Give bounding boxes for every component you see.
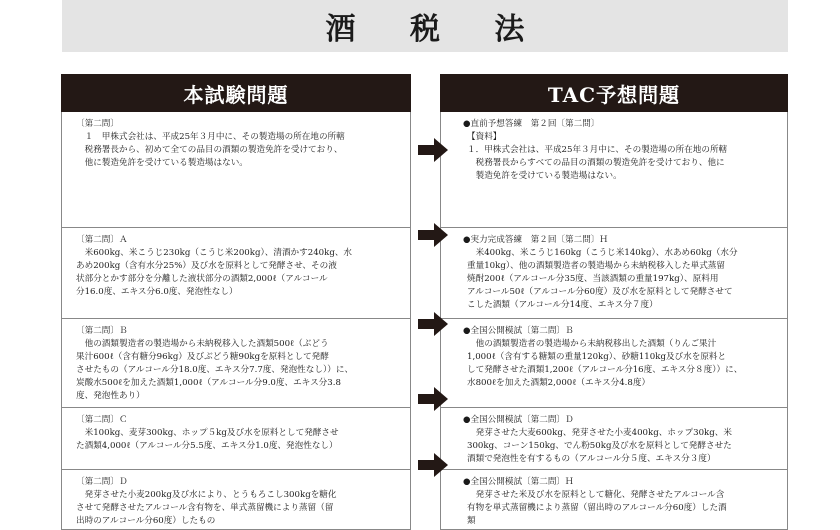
- exam-questions-column: [61, 74, 411, 530]
- question-label: 〔第二問〕Ｄ: [76, 477, 128, 487]
- question-text: 米600kg、米こうじ230kg（こうじ米200kg）、清酒かす240kg、水 あめ200kg（含有水分25%）及び水を原料として発酵させ、その液 状部分とかす部分を分離した液状部分の酒類2,000ℓ（アルコール 分16.0度、エキス分6.0度、発泡性なし）: [76, 248, 353, 297]
- exam-questions-header: 本試験問題: [61, 74, 411, 112]
- exam-question-box: [62, 112, 410, 227]
- page-title: 酒 税 法: [325, 12, 547, 47]
- exam-question-box: [62, 469, 410, 529]
- exam-question-list: [61, 112, 411, 530]
- arrow-right-icon: [418, 311, 448, 337]
- prediction-text: 他の酒類製造者の製造場から未納税移出した酒類（りんご果汁 1,000ℓ（含有する糖類の重量120kg）、砂糖110kg及び水を原料と して発酵させた酒類1,200ℓ（アルコール分16度、エキス分８度））に、 水800ℓを加えた酒類2,000ℓ（エキス分4.8度）: [467, 339, 743, 388]
- question-label: 〔第二問〕Ｂ: [76, 326, 128, 336]
- exam-question-box: [62, 227, 410, 318]
- prediction-label: ●全国公開模試〔第二問〕Ｄ: [463, 415, 574, 425]
- prediction-box: [441, 407, 787, 469]
- prediction-box: [441, 227, 787, 318]
- question-label: 〔第二問〕Ｃ: [76, 415, 128, 425]
- question-text: 他の酒類製造者の製造場から未納税移入した酒類500ℓ（ぶどう 果汁600ℓ（含有糖分96kg）及びぶどう糖90kgを原料として発酵 させたもの（アルコール分18.0度、エキス分7.7度、発泡性なし））に、 炭酸水500ℓを加えた酒類1,000ℓ（アルコール分9.0度、エキス分3.8 度、発泡性あり）: [76, 339, 354, 401]
- question-label: 〔第二問〕Ａ: [76, 235, 128, 245]
- prediction-label: ●全国公開模試〔第二問〕Ｈ: [463, 477, 574, 487]
- prediction-text: 米400kg、米こうじ160kg（こうじ米140kg）、水あめ60kg（水分 重量10kg）、他の酒類製造者の製造場から未納税移入した単式蒸留 焼酎200ℓ（アルコール分35度、当該酒類の重量197kg）、原料用 アルコール50ℓ（アルコール分60度）及び水を原料として発酵させて こした酒類（アルコール分14度、エキス分７度）: [467, 248, 738, 310]
- prediction-text: 発芽させた米及び水を原料として糖化、発酵させたアルコール含 有物を単式蒸留機により蒸留（留出時のアルコール分60度）した酒 類: [467, 490, 727, 526]
- exam-question-box: [62, 318, 410, 407]
- prediction-label: ●直前予想答練 第２回〔第二問〕: [463, 119, 600, 129]
- arrow-right-icon: [418, 452, 448, 478]
- question-label: 〔第二問〕: [76, 119, 119, 129]
- prediction-box: [441, 469, 787, 529]
- arrow-right-icon: [418, 137, 448, 163]
- exam-question-box: [62, 407, 410, 469]
- prediction-label: ●実力完成答練 第２回〔第二問〕Ｈ: [463, 235, 608, 245]
- prediction-label: ●全国公開模試〔第二問〕Ｂ: [463, 326, 574, 336]
- tac-prediction-header: TAC予想問題: [440, 74, 788, 112]
- prediction-box: [441, 112, 787, 227]
- question-text: １ 甲株式会社は、平成25年３月中に、その製造場の所在地の所轄 税務署長から、初めて全ての品目の酒類の製造免許を受けており、 他に製造免許を受けている製造場はない。: [84, 132, 345, 168]
- question-text: 米100kg、麦芽300kg、ホップ５kg及び水を原料として発酵させ た酒類4,000ℓ（アルコール分5.5度、エキス分1.0度、発泡性なし）: [76, 428, 339, 451]
- tac-prediction-list: [440, 112, 788, 530]
- title-bar: [62, 0, 788, 52]
- prediction-text: 発芽させた大麦600kg、発芽させた小麦400kg、ホップ30kg、米 300kg、コーン150kg、でん粉50kg及び水を原料として発酵させた 酒類で発泡性を有するもの（アルコール分５度、エキス分３度）: [467, 428, 732, 464]
- tac-prediction-column: [440, 74, 788, 530]
- prediction-text: 【資料】 １．甲株式会社は、平成25年３月中に、その製造場の所在地の所轄 税務署長からすべての品目の酒類の製造免許を受けており、他に 製造免許を受けている製造場はない。: [467, 132, 728, 181]
- arrow-right-icon: [418, 222, 448, 248]
- arrow-right-icon: [418, 386, 448, 412]
- prediction-box: [441, 318, 787, 407]
- question-text: 発芽させた小麦200kg及び水により、とうもろこし300kgを糖化 させて発酵させたアルコール含有物を、単式蒸留機により蒸留（留 出時のアルコール分60度）したもの: [76, 490, 337, 526]
